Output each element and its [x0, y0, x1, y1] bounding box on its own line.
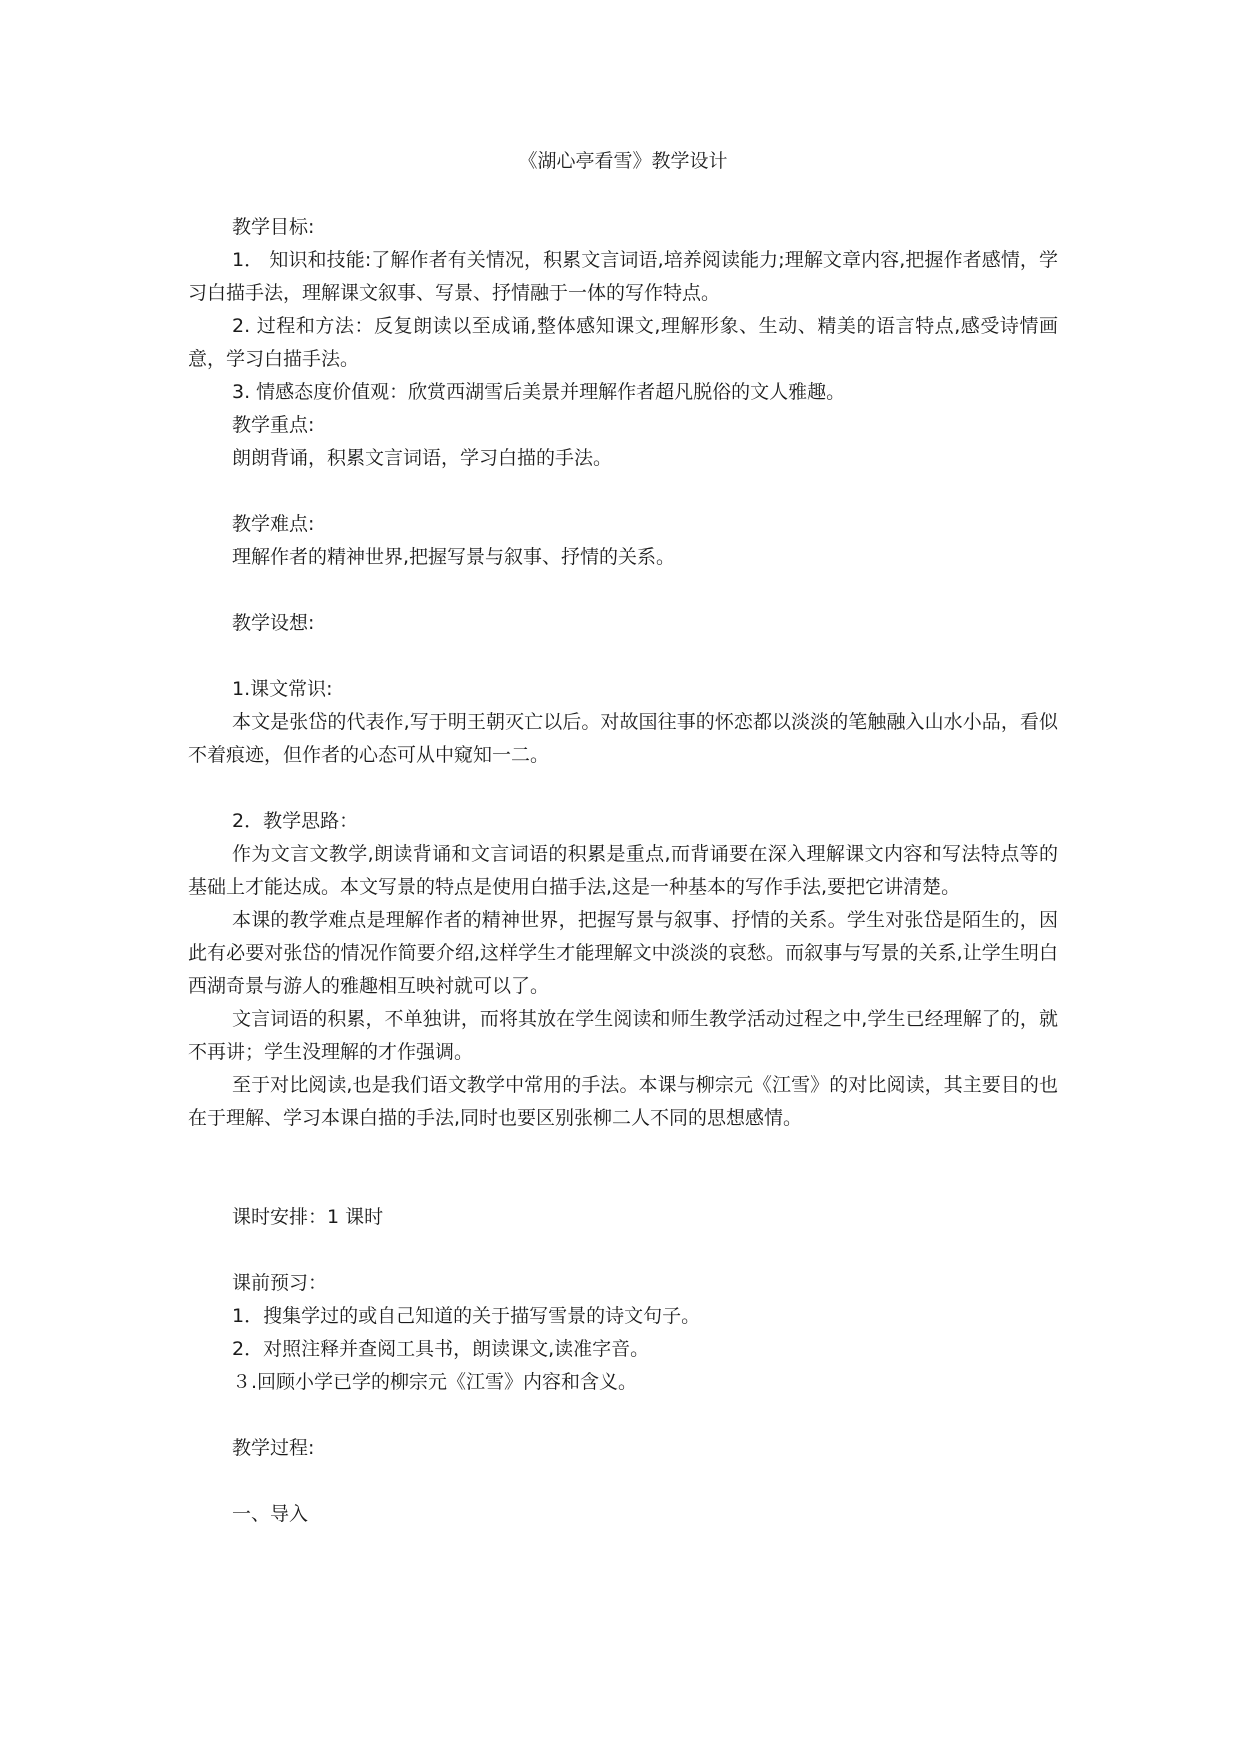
- goal-item-3: 3. 情感态度价值观：欣赏西湖雪后美景并理解作者超凡脱俗的文人雅趣。: [232, 381, 846, 403]
- approach-heading: 2．教学思路：: [232, 810, 359, 832]
- preview-heading: 课前预习：: [232, 1272, 328, 1294]
- spacer: [188, 1135, 1058, 1201]
- spacer: [188, 1465, 1058, 1498]
- approach-paragraph-1: 作为文言文教学,朗读背诵和文言词语的积累是重点,而背诵要在深入理解课文内容和写法特点等的基础上才能达成。本文写景的特点是使用白描手法,这是一种基本的写作手法,要把它讲清楚。: [188, 843, 1058, 898]
- goal-item-2: 2. 过程和方法：反复朗读以至成诵,整体感知课文,理解形象、生动、精美的语言特点,感受诗情画意，学习白描手法。: [188, 315, 1058, 370]
- key-points-heading: 教学重点:: [232, 414, 315, 436]
- preview-item-1: 1．搜集学过的或自己知道的关于描写雪景的诗文句子。: [232, 1305, 701, 1327]
- background-heading: 1.课文常识:: [232, 678, 333, 700]
- approach-paragraph-3: 文言词语的积累，不单独讲，而将其放在学生阅读和师生教学活动过程之中,学生已经理解了的，就不再讲；学生没理解的才作强调。: [188, 1008, 1058, 1063]
- background-text: 本文是张岱的代表作,写于明王朝灭亡以后。对故国往事的怀恋都以淡淡的笔触融入山水小品，看似不着痕迹，但作者的心态可从中窥知一二。: [188, 711, 1058, 766]
- difficulties-text: 理解作者的精神世界,把握写景与叙事、抒情的关系。: [232, 546, 676, 568]
- goals-heading: 教学目标:: [232, 216, 315, 238]
- preview-item-3: ３.回顾小学已学的柳宗元《江雪》内容和含义。: [232, 1371, 638, 1393]
- process-section-1: 一、导入: [232, 1503, 309, 1525]
- approach-paragraph-4: 至于对比阅读,也是我们语文教学中常用的手法。本课与柳宗元《江雪》的对比阅读，其主要目的也在于理解、学习本课白描的手法,同时也要区别张柳二人不同的思想感情。: [188, 1074, 1058, 1129]
- spacer: [188, 1234, 1058, 1267]
- preview-item-2: 2．对照注释并查阅工具书，朗读课文,读准字音。: [232, 1338, 650, 1360]
- process-heading: 教学过程:: [232, 1437, 315, 1459]
- document-title: 《湖心亭看雪》教学设计: [518, 150, 728, 172]
- concept-heading: 教学设想:: [232, 612, 315, 634]
- spacer: [188, 640, 1058, 673]
- schedule-text: 课时安排：1 课时: [232, 1206, 384, 1228]
- goal-item-1: 1． 知识和技能:了解作者有关情况，积累文言词语,培养阅读能力;理解文章内容,把握作者感情，学习白描手法，理解课文叙事、写景、抒情融于一体的写作特点。: [188, 249, 1058, 304]
- spacer: [188, 475, 1058, 508]
- approach-paragraph-2: 本课的教学难点是理解作者的精神世界，把握写景与叙事、抒情的关系。学生对张岱是陌生的，因此有必要对张岱的情况作简要介绍,这样学生才能理解文中淡淡的哀愁。而叙事与写景的关系,让学生明白西湖奇景与游人的雅趣相互映衬就可以了。: [188, 909, 1058, 997]
- key-points-text: 朗朗背诵，积累文言词语，学习白描的手法。: [232, 447, 613, 469]
- document-body: [188, 145, 1058, 1531]
- spacer: [188, 772, 1058, 805]
- difficulties-heading: 教学难点:: [232, 513, 315, 535]
- spacer: [188, 1399, 1058, 1432]
- spacer: [188, 574, 1058, 607]
